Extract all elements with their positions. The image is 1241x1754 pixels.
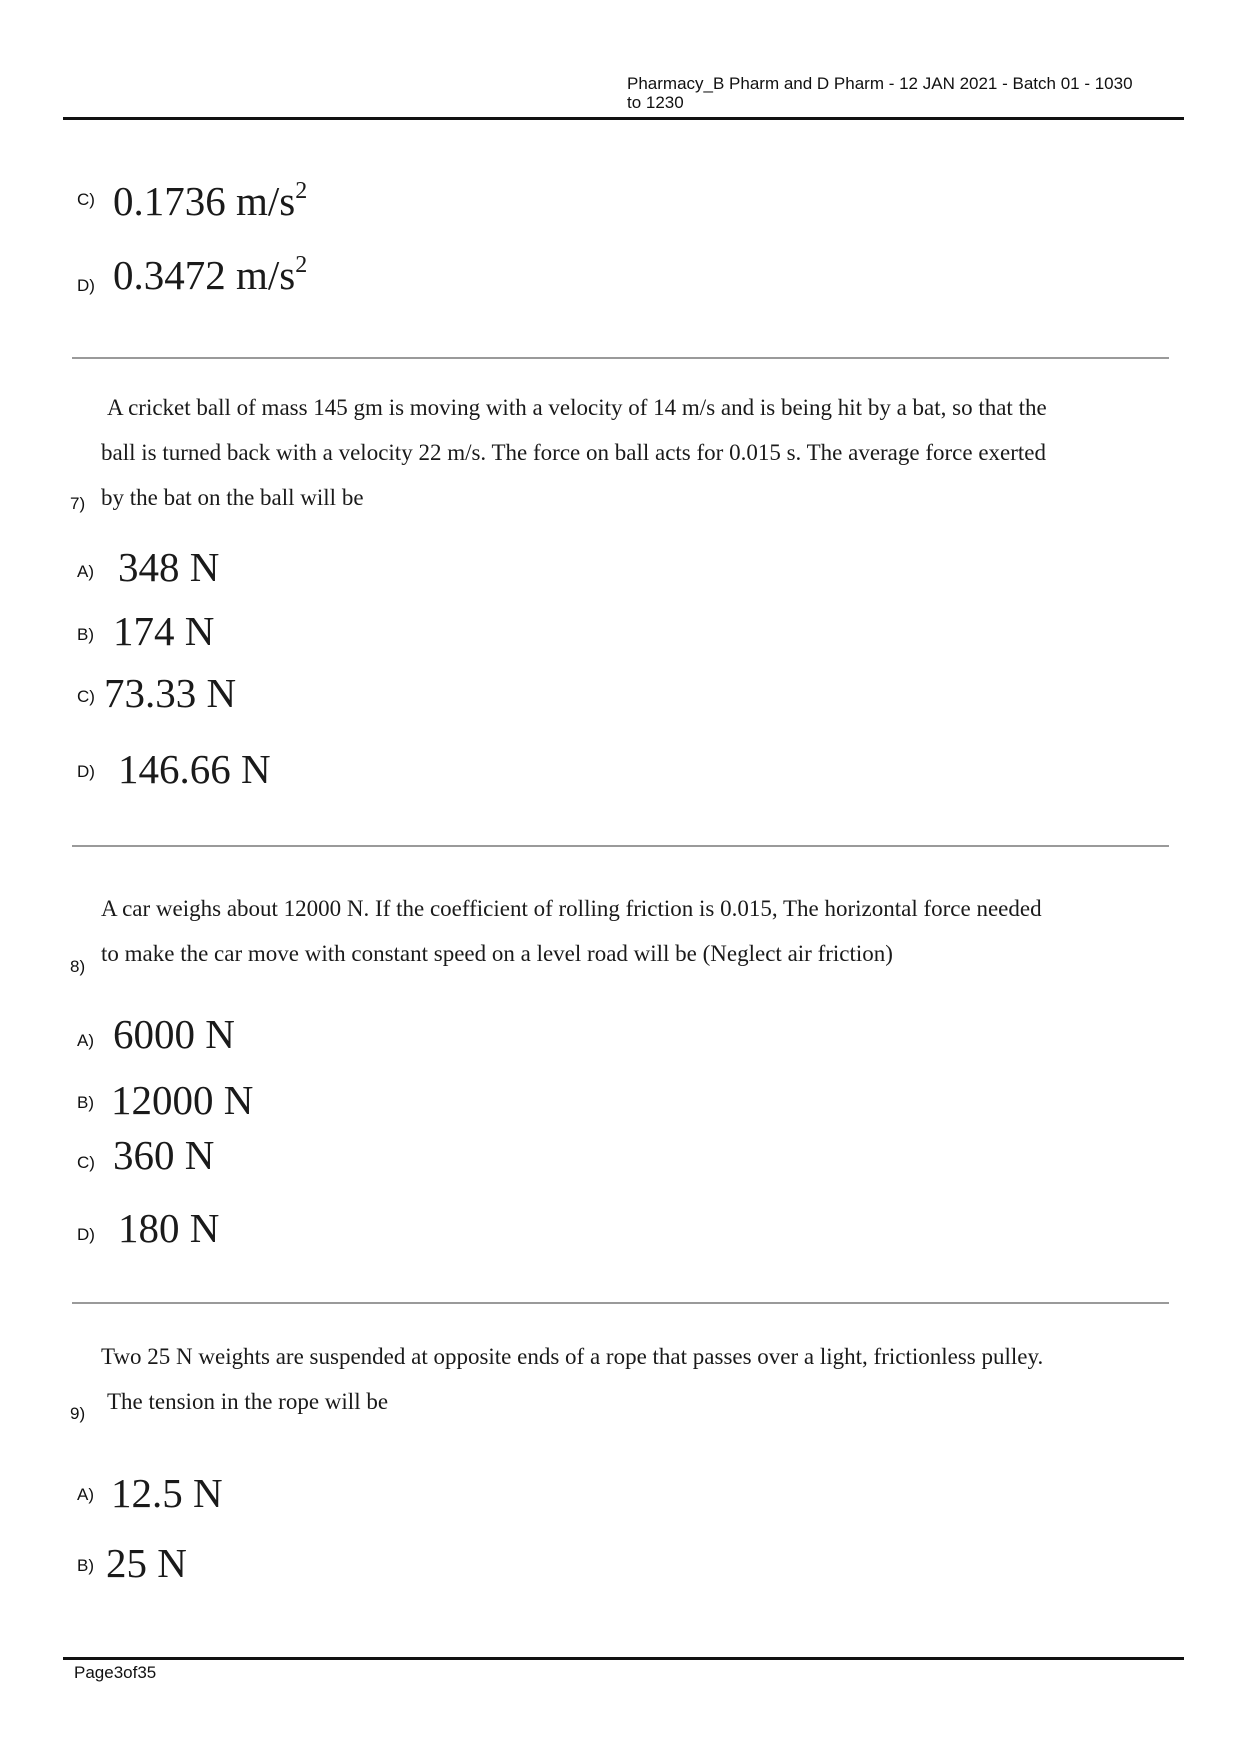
question-divider [72,357,1169,359]
option-label: C) [77,1153,95,1172]
option-value: 0.1736 $m/s^2$ [113,178,308,224]
option-value: 348 N [118,544,220,590]
option-label: A) [77,562,94,581]
question-divider [72,1302,1169,1304]
option-label: C) [77,190,95,209]
option-value: 73.33 N [104,670,237,716]
question-divider [72,845,1169,847]
question-number: 9) [70,1404,86,1423]
question-text-line: to make the car move with constant speed on a level road will be (Neglect air friction) [101,941,893,966]
question-text-line: A cricket ball of mass 145 gm is moving with a velocity of 14 m/s and is being hit by a bat, so that the [107,395,1047,420]
option-value: 180 N [118,1205,220,1251]
option-label: A) [77,1031,94,1050]
option-label: C) [77,687,95,706]
option-label: A) [77,1485,94,1504]
option-label: D) [77,1225,95,1244]
question-text-line: A car weighs about 12000 N. If the coefficient of rolling friction is 0.015, The horizontal force needed [101,896,1042,921]
option-value: 6000 N [113,1011,235,1057]
option-value: 360 N [113,1132,215,1178]
option-value: 174 N [113,608,215,654]
footer-rule [63,1657,1184,1660]
option-value: 25 N [106,1540,187,1586]
option-label: B) [77,1093,94,1112]
option-value: 12000 N [111,1077,254,1123]
page-number: Page3of35 [74,1663,157,1682]
option-value: 12.5 N [111,1470,223,1516]
option-value: 146.66 N [118,746,271,792]
option-value: 0.3472 $m/s^2$ [113,252,308,298]
question-number: 7) [70,494,86,513]
option-label: D) [77,762,95,781]
header-title: Pharmacy_B Pharm and D Pharm - 12 JAN 2021 - Batch 01 - 1030 to 1230 [627,74,1133,112]
question-text-line: ball is turned back with a velocity 22 m/s. The force on ball acts for 0.015 s. The average force exerted [101,440,1047,465]
question-text-line: The tension in the rope will be [107,1389,389,1414]
option-label: B) [77,625,94,644]
question-text-line: Two 25 N weights are suspended at opposite ends of a rope that passes over a light, frictionless pulley. [101,1344,1044,1369]
option-label: D) [77,276,95,295]
question-number: 8) [70,957,86,976]
header-rule [63,117,1184,120]
question-text-line: by the bat on the ball will be [101,485,364,510]
option-label: B) [77,1556,94,1575]
